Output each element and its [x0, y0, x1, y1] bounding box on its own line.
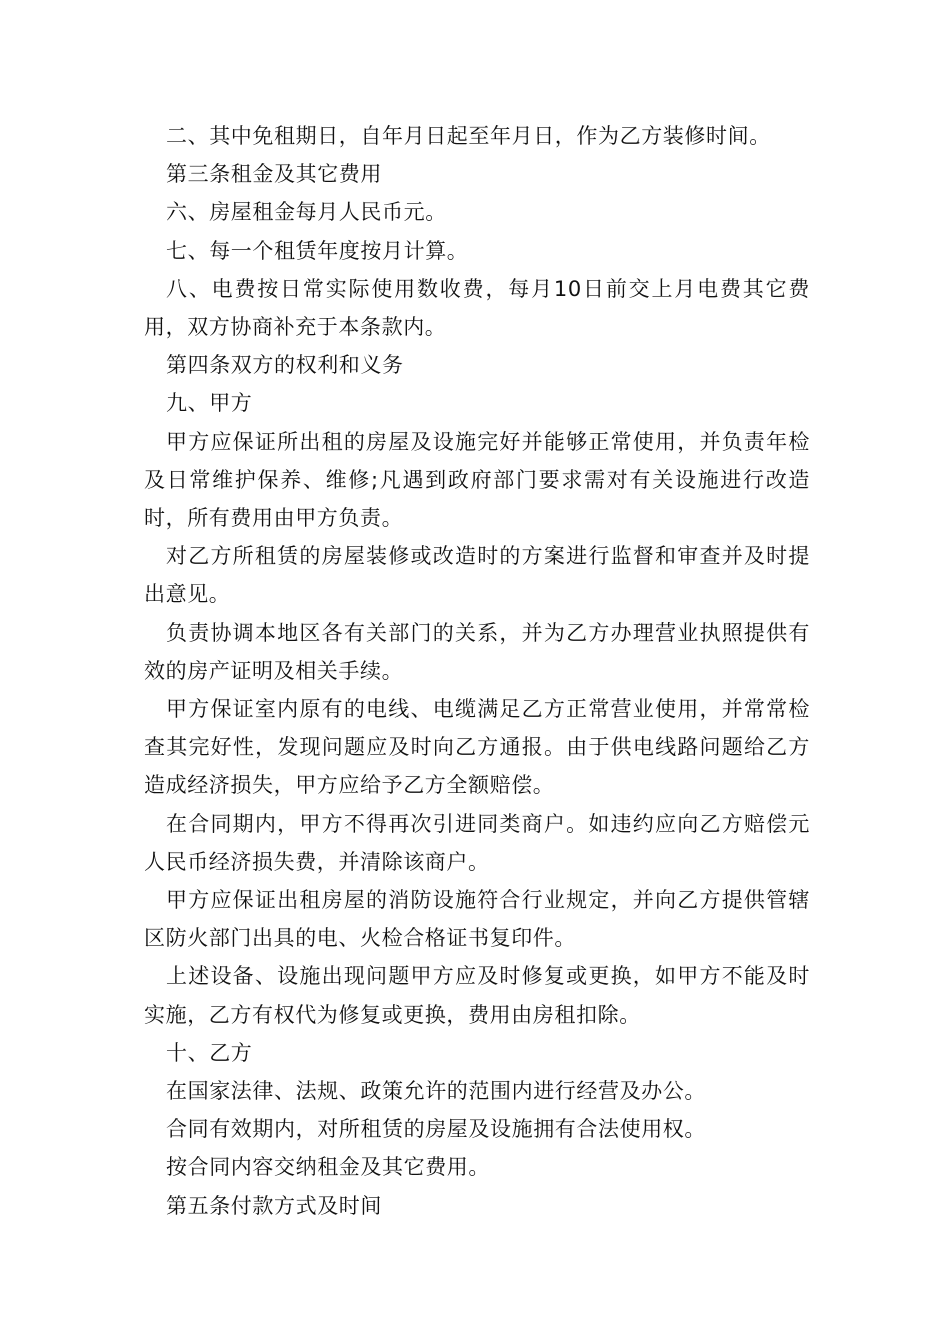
heading-article-4: 第四条双方的权利和义务: [166, 353, 404, 378]
paragraph-party-a-exclusivity: 在合同期内，甲方不得再次引进同类商户。如违约应向乙方赔偿元人民币经济损失费，并清除该商户。: [144, 811, 810, 874]
paragraph-party-a-coordination: 负责协调本地区各有关部门的关系，并为乙方办理营业执照提供有效的房产证明及相关手续。: [144, 620, 810, 683]
paragraph-party-a-maintenance: 甲方应保证所出租的房屋及设施完好并能够正常使用，并负责年检及日常维护保养、维修;凡遇到政府部门要求需对有关设施进行改造时，所有费用由甲方负责。: [144, 429, 810, 531]
heading-article-3: 第三条租金及其它费用: [166, 162, 382, 187]
paragraph-party-b-operation: 在国家法律、法规、政策允许的范围内进行经营及办公。: [166, 1079, 706, 1104]
paragraph-lease-year: 七、每一个租赁年度按月计算。: [166, 238, 469, 263]
heading-party-a: 九、甲方: [166, 391, 253, 416]
paragraph-party-b-payment: 按合同内容交纳租金及其它费用。: [166, 1155, 490, 1180]
heading-party-b: 十、乙方: [166, 1040, 253, 1065]
paragraph-party-a-supervision: 对乙方所租赁的房屋装修或改造时的方案进行监督和审查并及时提出意见。: [144, 544, 810, 607]
paragraph-rent-free-period: 二、其中免租期日，自年月日起至年月日，作为乙方装修时间。: [166, 124, 771, 148]
heading-article-5: 第五条付款方式及时间: [166, 1193, 382, 1218]
paragraph-electricity-fee: 八、电费按日常实际使用数收费，每月10日前交上月电费其它费用，双方协商补充于本条款内。: [144, 276, 810, 340]
paragraph-monthly-rent: 六、房屋租金每月人民币元。: [166, 200, 447, 225]
paragraph-party-a-electricity: 甲方保证室内原有的电线、电缆满足乙方正常营业使用，并常常检查其完好性，发现问题应及时向乙方通报。由于供电线路问题给乙方造成经济损失，甲方应给予乙方全额赔偿。: [144, 697, 810, 798]
paragraph-party-b-use-right: 合同有效期内，对所租赁的房屋及设施拥有合法使用权。: [166, 1117, 706, 1142]
paragraph-party-a-repairs: 上述设备、设施出现问题甲方应及时修复或更换，如甲方不能及时实施，乙方有权代为修复或更换，费用由房租扣除。: [144, 964, 810, 1027]
document-body: [144, 117, 810, 1225]
paragraph-party-a-fire-safety: 甲方应保证出租房屋的消防设施符合行业规定，并向乙方提供管辖区防火部门出具的电、火检合格证书复印件。: [144, 888, 810, 951]
